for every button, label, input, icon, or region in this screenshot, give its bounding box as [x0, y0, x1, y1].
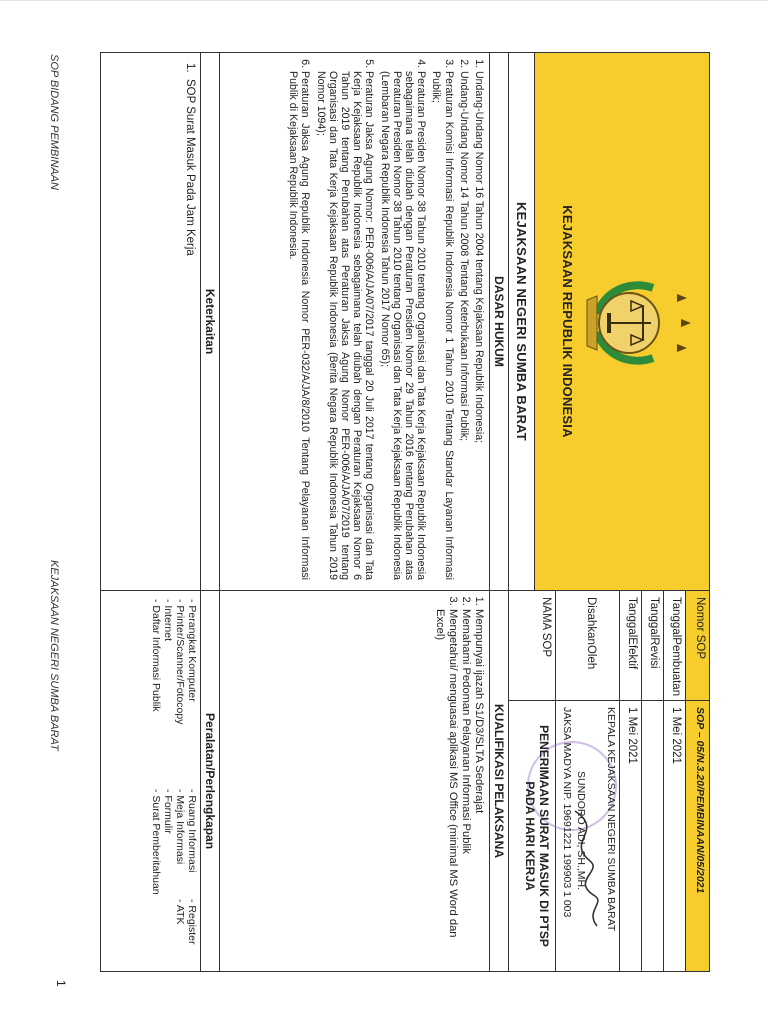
list-item: 4. Peraturan Presiden Nomor 38 Tahun 2010 tentang Organisasi dan Tata Kerja Kejaksaan Republik Indonesia sebagaimana telah diubah dengan Peraturan Presiden Nomor 29 Tahun 2016 tentang Perubahan atas Peraturan Presiden Nomor 38 Tahun 2010 tentang Organisasi dan Tata Kerja Kejaksaan Republik Indonesia (Lembaran Negara Republik Indonesia Tahun 2017 Nomor 65); — [378, 71, 427, 590]
kualifikasi-list — [433, 591, 485, 971]
kualifikasi-heading: KUALIFIKASI PELAKSANA — [489, 591, 508, 971]
footer-left: SOP BIDANG PEMBINAAN — [48, 54, 60, 190]
list-item: 6. Peraturan Jaksa Agung Republik Indonesia Nomor PER-032/A/JA/8/2010 Tentang Pelayanan Informasi Publik di Kejaksaan Republik Indonesia. — [287, 71, 311, 590]
kualifikasi-cell — [219, 591, 509, 971]
peralatan-item — [162, 899, 174, 969]
org-header-cell — [509, 53, 709, 591]
sop-table — [100, 52, 710, 972]
keterkaitan-item-text: SOP Surat Masuk Pada Jam Kerja — [184, 78, 196, 256]
peralatan-item: - Surat Pemberitahuan — [150, 789, 162, 895]
tanggal-efektif-row — [619, 591, 641, 971]
list-item: 2. Undang-Undang Nomor 14 Tahun 2008 Tentang Keterbukaan Informasi Publik; — [458, 71, 470, 590]
tanggal-revisi-row — [641, 591, 663, 971]
peralatan-item: - Perangkat Komputer — [186, 599, 198, 702]
peralatan-grid — [148, 591, 200, 971]
nomor-row — [685, 591, 709, 971]
disahkan-title: KEPALA KEJAKSAAN NEGERI SUMBA BARAT — [605, 707, 617, 932]
list-item: 1. Mempunyai ijazah S1/D3/SLTA Sederajat — [472, 609, 485, 971]
tanggal-pembuatan-row — [663, 591, 685, 971]
footer-center: KEJAKSAAN NEGERI SUMBA BARAT — [48, 560, 60, 751]
disahkan-label: DisahkanOleh — [555, 591, 619, 701]
disahkan-name: SUNDORO ADI, SH.,MH. — [575, 771, 587, 891]
peralatan-cell — [101, 591, 219, 971]
nomor-value: SOP – 05/N.3.20/PEMBINAAN/05/2021 — [694, 707, 706, 894]
disahkan-row — [555, 591, 619, 971]
peralatan-item: - ATK — [174, 899, 186, 925]
peralatan-item: - Formulir — [162, 789, 174, 834]
peralatan-item: - Ruang Informasi — [186, 789, 198, 873]
peralatan-heading: Peralatan/Perlengkapan — [200, 591, 219, 971]
tanggal-efektif-label: TanggalEfektif — [619, 591, 641, 701]
tanggal-pembuatan-value: 1 Mei 2021 — [670, 707, 682, 764]
list-item: 3. Peraturan Komisi Informasi Republik Indonesia Nomor 1 Tahun 2010 Tentang Standar Layanan Informasi Publik; — [430, 71, 454, 590]
dasar-hukum-heading: DASAR HUKUM — [489, 53, 508, 590]
nama-sop-label: NAMA SOP — [509, 591, 555, 701]
peralatan-item: - Meja Informasi — [174, 789, 186, 865]
list-item: 5. Peraturan Jaksa Agung Nomor: PER-006/A/JA/07/2017 tanggal 20 Juli 2017 tentang Organisasi dan Tata Kerja Kejaksaan Republik Indonesia sebagaimana telah diubah dengan Peraturan Kejaksaan Nomor 6 Tahun 2019 tentang Perubahan atas Peraturan Jaksa Agung Nomor PER-006/A/JA/07/2019 tentang Organisasi dan Tata Kerja Kejaksaan Republik Indonesia (Berita Negara Republik Indonesia Tahun 2019 Nomor 1094); — [314, 71, 375, 590]
peralatan-item: - Printer/Scanner/Fotocopy — [174, 599, 186, 725]
peralatan-item: - Internet — [162, 599, 174, 642]
kejaksaan-emblem-icon — [583, 268, 701, 378]
disahkan-nip: JAKSA MADYA NIP. 19691221 199903 1 003 — [561, 707, 573, 918]
keterkaitan-heading: Keterkaitan — [200, 53, 219, 590]
peralatan-item: - Daftar Informasi Publik — [150, 599, 162, 712]
keterkaitan-item: 1. SOP Surat Masuk Pada Jam Kerja — [184, 63, 196, 256]
office-title: KEJAKSAAN NEGERI SUMBA BARAT — [508, 53, 535, 590]
tanggal-pembuatan-label: TanggalPembuatan — [663, 591, 685, 701]
scan-line — [0, 0, 768, 1]
list-item: 1. Undang-Undang Nomor 16 Tahun 2004 tentang Kejaksaan Republik Indonesia; — [473, 71, 485, 590]
page-number: 1 — [54, 980, 68, 987]
list-item: 2. Memahami Pedoman Pelayanan Informasi Publik — [459, 609, 472, 971]
list-item: 3. Mengetahui/ menguasai aplikasi MS Office (minimal MS Word dan Excel) — [433, 609, 459, 971]
nama-sop-row — [509, 591, 555, 971]
peralatan-item — [150, 899, 162, 969]
keterkaitan-cell — [101, 53, 219, 591]
sop-info-block — [509, 591, 709, 971]
dasar-hukum-cell — [219, 53, 509, 591]
nama-sop-value — [509, 701, 555, 971]
organization-title: KEJAKSAAN REPUBLIK INDONESIA — [560, 205, 575, 438]
tanggal-revisi-value — [641, 701, 663, 971]
nama-sop-line1: PENERIMAAN SURAT MASUK DI PTSP — [537, 725, 551, 947]
nama-sop-line2: PADA HARI KERJA — [523, 781, 537, 891]
nomor-label: Nomor SOP — [685, 591, 709, 701]
dasar-hukum-list — [287, 53, 485, 590]
peralatan-item: - Register — [186, 899, 198, 945]
disahkan-value — [555, 701, 619, 971]
tanggal-efektif-value: 1 Mei 2021 — [626, 707, 638, 764]
tanggal-revisi-label: TanggalRevisi — [641, 591, 663, 701]
